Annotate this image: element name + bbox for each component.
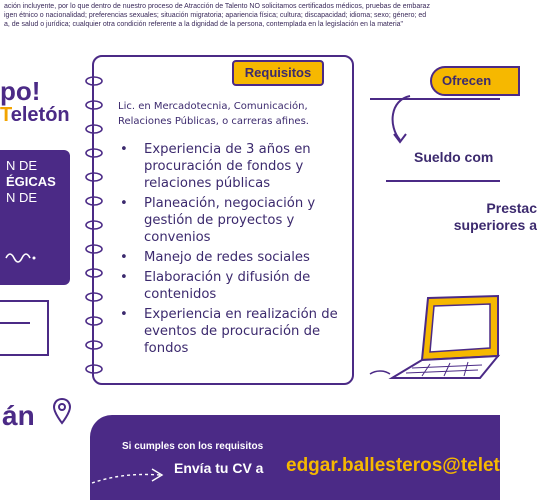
requirement-text: Experiencia en realización de eventos de procuración de fondos bbox=[144, 307, 338, 356]
list-item bbox=[116, 195, 352, 246]
greeting-heading: po! bbox=[0, 76, 41, 106]
benefits-line-2: superiores a bbox=[453, 217, 537, 233]
requirement-text: Experiencia de 3 años en procuración de fondos y relaciones públicas bbox=[144, 142, 311, 191]
bullet-icon: • bbox=[120, 196, 128, 211]
panel-line-1: N DE bbox=[6, 158, 38, 173]
location-text: án bbox=[2, 400, 35, 431]
offer-tab: Ofrecen bbox=[430, 66, 520, 96]
disclaimer-text bbox=[0, 0, 500, 46]
list-item bbox=[116, 249, 352, 266]
list-item bbox=[116, 306, 352, 357]
location-pin-icon bbox=[52, 397, 72, 425]
brand-name: eletón bbox=[10, 104, 70, 126]
benefits-text bbox=[407, 200, 537, 234]
disclaimer-line-2: igen étnico o nacionalidad; preferencias sexuales; situación migratoria; apariencia física; cultura; discapacidad; idioma; sexo; género; ed bbox=[4, 12, 427, 19]
divider bbox=[386, 180, 500, 182]
requirements-tab: Requisitos bbox=[232, 60, 324, 86]
banner-cta: Envía tu CV a bbox=[174, 460, 264, 476]
arrow-icon bbox=[90, 463, 170, 493]
panel-line-3: N DE bbox=[6, 190, 38, 205]
bullet-icon: • bbox=[120, 270, 128, 285]
requirements-list bbox=[116, 141, 352, 360]
contact-email-link[interactable]: edgar.ballesteros@telet bbox=[286, 455, 500, 476]
position-title-panel bbox=[0, 150, 70, 285]
contact-banner bbox=[90, 415, 500, 500]
disclaimer-line-3: a, de salud o jurídica; cualquier otra condición referente a la dignidad de la persona, contemplada en la legislación en la materia" bbox=[4, 21, 404, 28]
benefits-line-1: Prestac bbox=[486, 200, 537, 216]
requirement-text: Planeación, negociación y gestión de proyectos y convenios bbox=[144, 196, 316, 245]
requirements-card bbox=[82, 55, 354, 385]
brand-mark-icon: T bbox=[0, 104, 11, 126]
brand-logo-text bbox=[0, 104, 70, 127]
bullet-icon: • bbox=[120, 307, 128, 322]
list-item bbox=[116, 269, 352, 303]
bullet-icon: • bbox=[120, 142, 128, 157]
banner-label: Si cumples con los requisitos bbox=[122, 441, 264, 452]
disclaimer-line-1: ación incluyente, por lo que dentro de nuestro proceso de Atracción de Talento NO solicitamos certificados médicos, pruebas de embaraz bbox=[4, 3, 430, 10]
requirement-text: Elaboración y difusión de contenidos bbox=[144, 270, 311, 302]
list-item bbox=[116, 141, 352, 192]
squiggle-icon bbox=[4, 250, 40, 264]
requirement-text: Manejo de redes sociales bbox=[144, 250, 310, 265]
arrow-icon bbox=[380, 90, 420, 150]
bullet-icon: • bbox=[120, 250, 128, 265]
left-frame-decoration bbox=[0, 295, 72, 365]
requirements-intro: Lic. en Mercadotecnia, Comunicación, Relaciones Públicas, o carreras afines. bbox=[118, 101, 309, 127]
salary-text: Sueldo com bbox=[414, 149, 494, 165]
spiral-rings-icon bbox=[82, 75, 106, 375]
laptop-icon bbox=[370, 290, 500, 380]
panel-line-2: ÉGICAS bbox=[6, 174, 56, 189]
